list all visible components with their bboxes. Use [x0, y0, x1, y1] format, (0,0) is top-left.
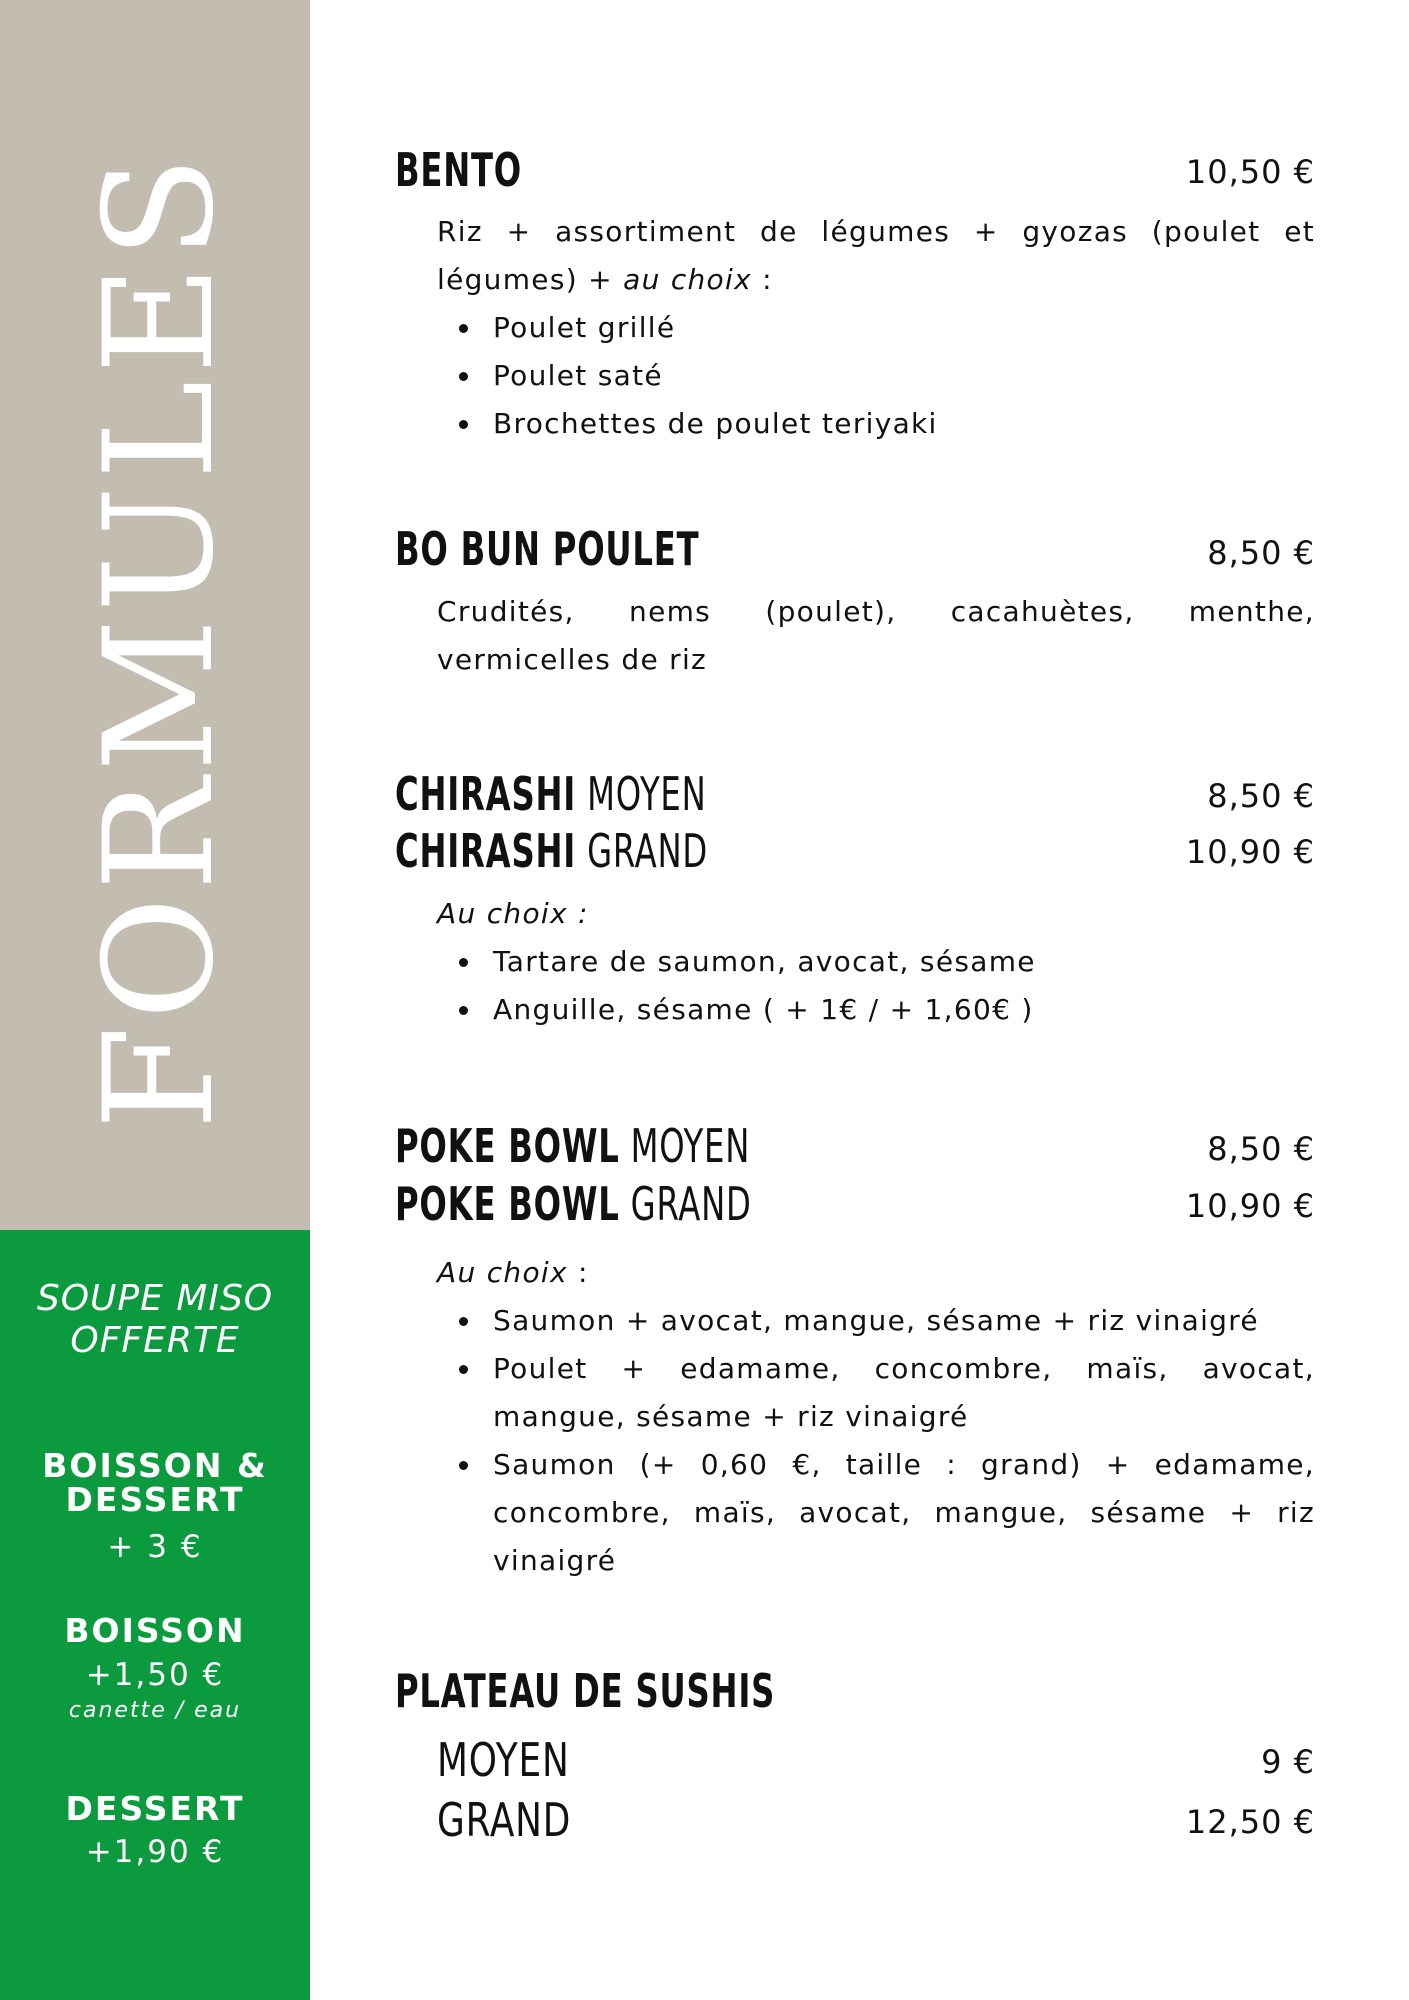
list-item: Anguille, sésame ( + 1€ / + 1,60€ )	[493, 986, 1315, 1034]
bobun-description: Crudités, nems (poulet), cacahuètes, menthe, vermicelles de riz	[437, 595, 1315, 676]
poke-large-title: POKE BOWL GRAND	[395, 1177, 752, 1231]
drink-price: +1,50 €	[85, 1657, 225, 1693]
list-item: Saumon + avocat, mangue, sésame + riz vinaigré	[493, 1297, 1315, 1345]
chirashi-large-title: CHIRASHI GRAND	[395, 824, 709, 878]
page-title: FORMULES	[73, 150, 247, 1130]
chirashi-large-price: 10,90 €	[1185, 833, 1315, 871]
poke-medium-title: POKE BOWL MOYEN	[395, 1119, 751, 1173]
miso-offer	[0, 1278, 310, 1362]
sidebar-header-panel	[0, 0, 310, 1230]
poke-options	[437, 1297, 1315, 1585]
chirashi-choice-label: Au choix :	[437, 897, 589, 930]
poke-choice-label: Au choix :	[437, 1256, 589, 1289]
chirashi-medium-price: 8,50 €	[1207, 777, 1315, 815]
list-item: Tartare de saumon, avocat, sésame	[493, 938, 1315, 986]
chirashi-options	[437, 938, 1315, 1034]
list-item: Poulet + edamame, concombre, maïs, avocat, mangue, sésame + riz vinaigré	[493, 1345, 1315, 1441]
sushi-large-price: 12,50 €	[1185, 1803, 1315, 1841]
dessert-title: DESSERT	[65, 1789, 245, 1828]
miso-line-1: SOUPE MISO	[36, 1278, 274, 1319]
list-item: Brochettes de poulet teriyaki	[493, 400, 1315, 448]
bobun-price: 8,50 €	[1207, 534, 1315, 572]
bento-price: 10,50 €	[1185, 153, 1315, 191]
poke-medium-price: 8,50 €	[1207, 1130, 1315, 1168]
dessert-price: +1,90 €	[85, 1834, 225, 1870]
sushi-title: PLATEAU DE SUSHIS	[395, 1664, 776, 1718]
bento-options	[437, 304, 1315, 448]
bento-description: Riz + assortiment de légumes + gyozas (poulet et légumes) + au choix :	[437, 215, 1315, 296]
sushi-large-label: GRAND	[437, 1793, 572, 1847]
drink-title: BOISSON	[64, 1611, 246, 1650]
bobun-title: BO BUN POULET	[395, 522, 700, 576]
sushi-medium-label: MOYEN	[437, 1733, 570, 1787]
chirashi-medium-title: CHIRASHI MOYEN	[395, 767, 707, 821]
drink-dessert-title-2: DESSERT	[65, 1480, 245, 1519]
list-item: Poulet grillé	[493, 304, 1315, 352]
miso-line-2: OFFERTE	[70, 1320, 240, 1361]
list-item: Poulet saté	[493, 352, 1315, 400]
bento-title: BENTO	[395, 143, 523, 197]
drink-dessert-title-1: BOISSON &	[42, 1446, 268, 1485]
drink-dessert-price: + 3 €	[107, 1529, 203, 1565]
sushi-medium-price: 9 €	[1261, 1743, 1315, 1781]
poke-large-price: 10,90 €	[1185, 1187, 1315, 1225]
list-item: Saumon (+ 0,60 €, taille : grand) + edamame, concombre, maïs, avocat, mangue, sésame + riz vinaigré	[493, 1441, 1315, 1585]
sidebar-offers-panel	[0, 1230, 310, 2000]
drink-note: canette / eau	[68, 1698, 242, 1723]
